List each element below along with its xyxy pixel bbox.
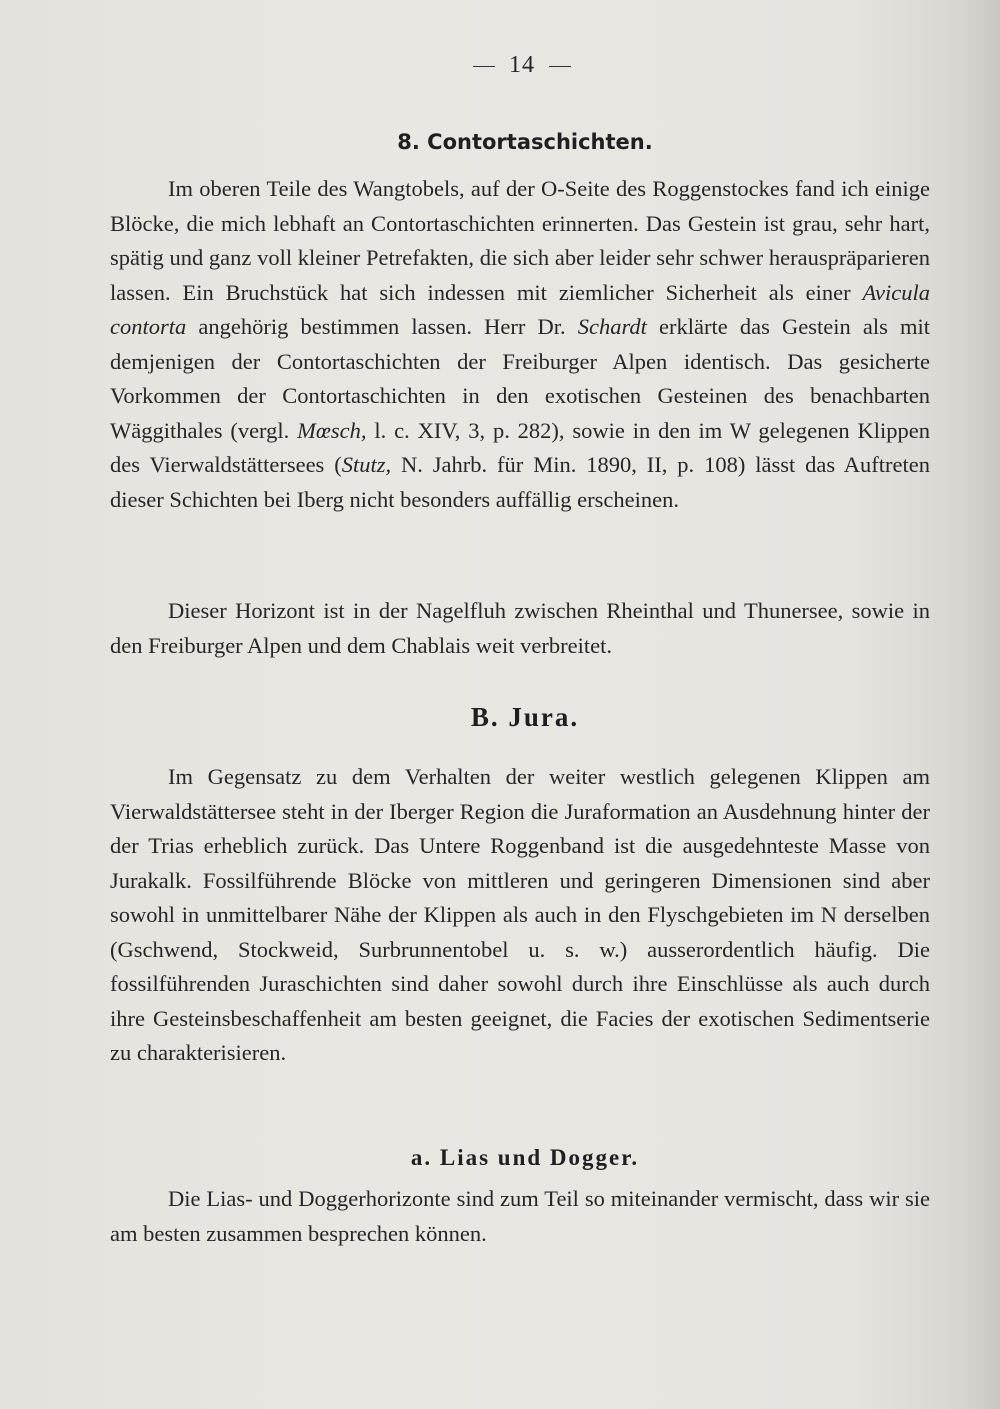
text-run: angehörig bestimmen lassen. Herr Dr. <box>186 314 578 339</box>
heading-lias-und-dogger: a. Lias und Dogger. <box>410 1145 640 1170</box>
text-run: N. Jahrb. für Min. 1890, II, p. 108) lässt das Auftreten dieser Schichten bei Iberg nicht besonders auffällig erscheinen. <box>110 452 930 512</box>
paragraph-lias-1: Die Lias- und Doggerhorizonte sind zum Teil so miteinander vermischt, dass wir sie am besten zusammen besprechen können. <box>110 1186 930 1246</box>
text-run: erklärte das Gestein als mit demjenigen der Contortaschichten der Freiburger Alpen identisch. Das gesicherte Vorkommen der Contortaschichten in den exotischen Gesteinen des benachbarten Wäggithales (vergl. <box>110 314 930 443</box>
paragraph-contorta-1 <box>110 172 930 517</box>
heading-jura: B. Jura. <box>470 702 580 732</box>
page-number-dash-right <box>549 66 571 67</box>
paragraph-jura-1: Im Gegensatz zu dem Verhalten der weiter westlich gelegenen Klippen am Vierwaldstättersee steht in der Iberger Region die Juraformation an Ausdehnung hinter der der Trias erheblich zurück. Das Untere Roggenband ist die ausgedehnteste Masse von Jurakalk. Fossilführende Blöcke von mittleren und geringeren Dimensionen sind aber sowohl in unmittelbarer Nähe der Klippen als auch in den Flyschgebieten im N derselben (Gschwend, Stockweid, Surbrunnentobel u. s. w.) ausserordentlich häufig. Die fossilführenden Juraschichten sind daher sowohl durch ihre Einschlüsse als auch durch ihre Gesteinsbeschaffenheit am besten geeignet, die Facies der exotischen Sedimentserie zu charakterisieren. <box>110 764 930 1065</box>
heading-contortaschichten: 8. Contortaschichten. <box>397 130 653 154</box>
author-name-schardt: Schardt <box>577 314 647 339</box>
author-name-stutz: Stutz, <box>341 452 392 477</box>
paragraph-contorta-2: Dieser Horizont ist in der Nagelfluh zwischen Rheinthal und Thunersee, sowie in den Freiburger Alpen und dem Chablais weit verbreitet. <box>110 598 930 658</box>
author-name-moesch: Mœsch, <box>297 417 367 443</box>
page-number <box>0 52 1000 79</box>
species-name-avicula-contorta: Avicula contorta <box>110 279 930 339</box>
text-run: l. c. XIV, 3, p. 282), sowie in den im W gelegenen Klippen des Vierwaldstättersees ( <box>110 417 930 477</box>
page-number-value: 14 <box>509 52 535 78</box>
page-number-dash-left <box>473 66 495 67</box>
text-run: Im oberen Teile des Wangtobels, auf der O-Seite des Roggenstockes fand ich einige Blöcke, die mich lebhaft an Contortaschichten erinnerten. Das Gestein ist grau, sehr hart, spätig und ganz voll kleiner Petrefakten, die sich aber leider sehr schwer herauspräparieren lassen. Ein Bruchstück hat sich indessen mit ziemlicher Sicherheit als einer <box>110 176 930 305</box>
